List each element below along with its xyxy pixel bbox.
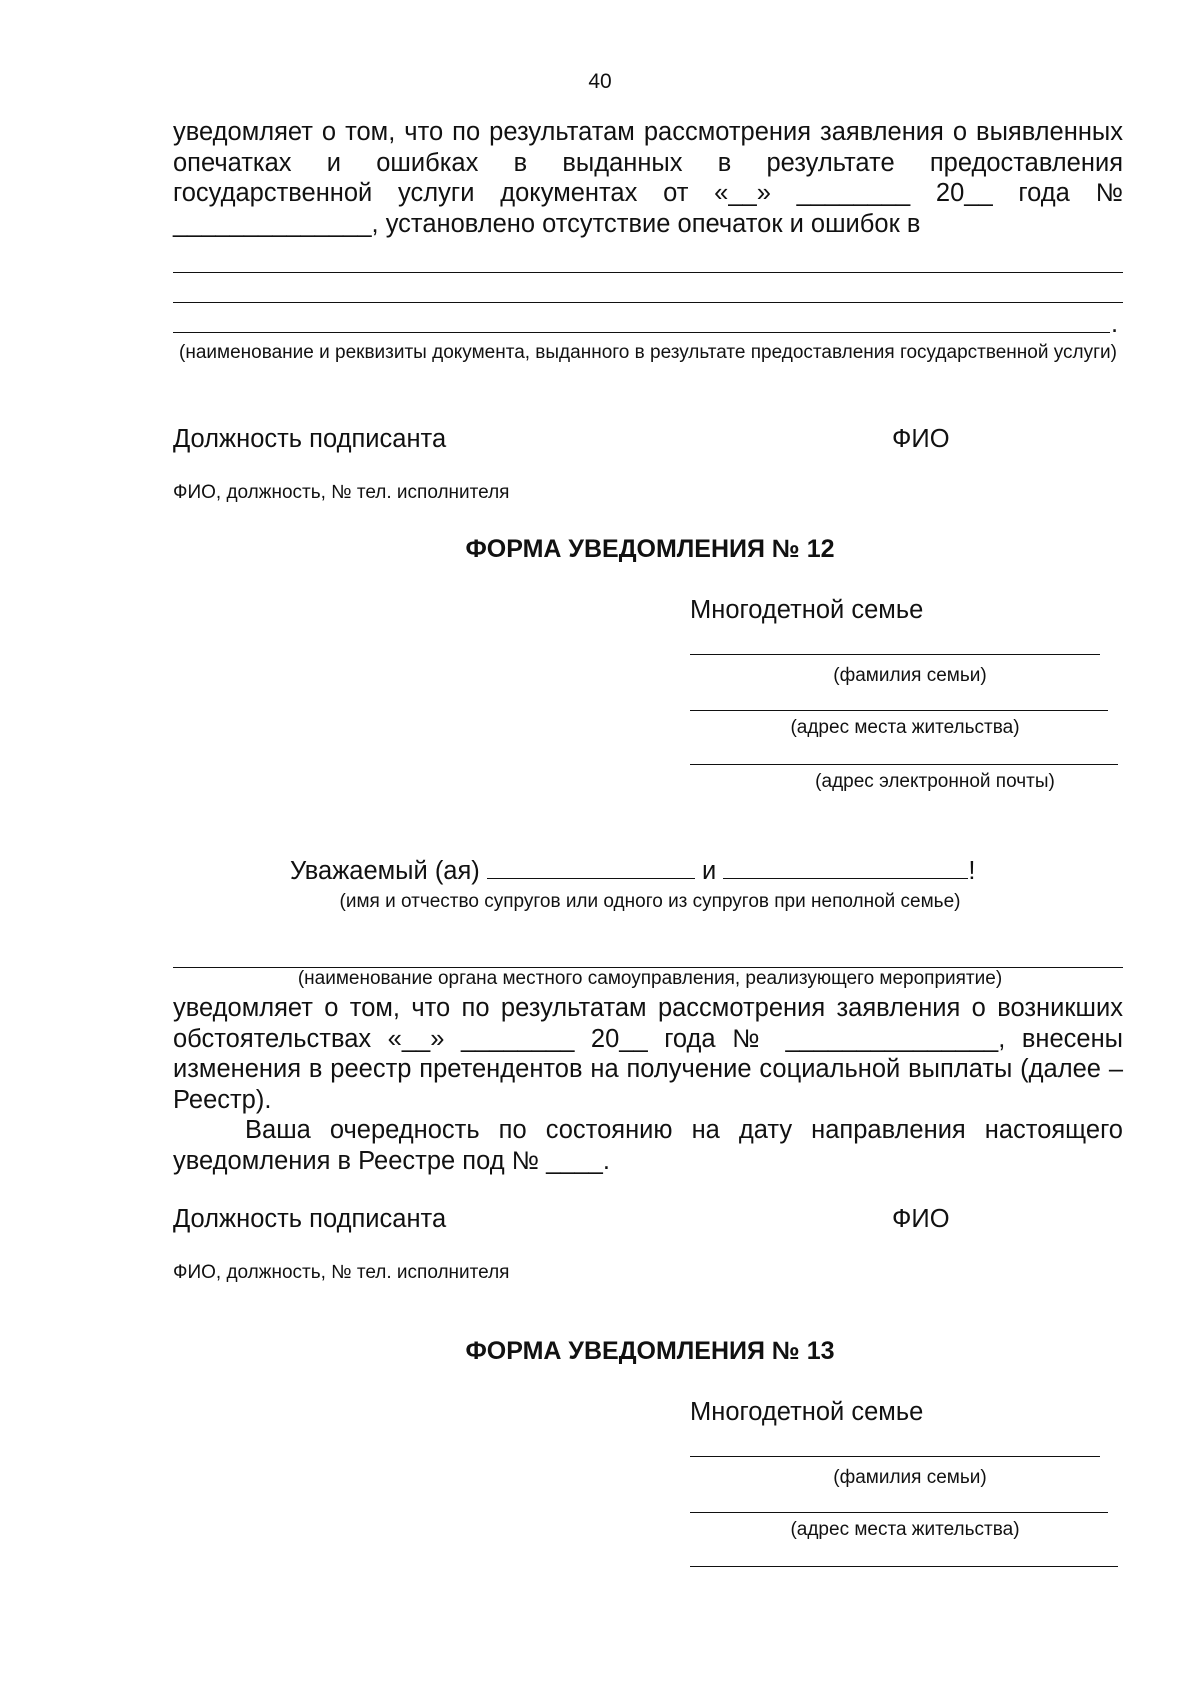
executor-info: ФИО, должность, № тел. исполнителя	[173, 482, 510, 503]
form13-extra-line[interactable]	[690, 1566, 1118, 1567]
document-note: (наименование и реквизиты документа, выданного в результате предоставления государственной услуги)	[179, 342, 1117, 363]
form12-executor-info: ФИО, должность, № тел. исполнителя	[173, 1262, 510, 1283]
document-blank-line-2[interactable]	[173, 302, 1123, 303]
form12-greeting	[290, 856, 975, 886]
form13-title: ФОРМА УВЕДОМЛЕНИЯ № 13	[465, 1337, 835, 1365]
signer-name: ФИО	[892, 425, 950, 453]
form12-address-note: (адрес места жительства)	[790, 717, 1020, 738]
spouse1-name-blank[interactable]	[487, 856, 695, 879]
form13-address-line[interactable]	[690, 1512, 1108, 1513]
form12-address-line[interactable]	[690, 710, 1108, 711]
form12-names-note: (имя и отчество супругов или одного из супругов при неполной семье)	[339, 891, 961, 912]
page-number: 40	[588, 70, 612, 93]
form12-family-note: (фамилия семьи)	[833, 665, 987, 686]
form13-family-note: (фамилия семьи)	[833, 1467, 987, 1488]
form12-signer-name: ФИО	[892, 1205, 950, 1233]
document-blank-line-1[interactable]	[173, 272, 1123, 273]
form12-family-line[interactable]	[690, 654, 1100, 655]
form12-organ-note: (наименование органа местного самоуправления, реализующего мероприятие)	[297, 968, 1003, 989]
form12-signer-position: Должность подписанта	[173, 1205, 447, 1233]
form12-email-line[interactable]	[690, 764, 1118, 765]
form13-recipient: Многодетной семье	[690, 1398, 924, 1426]
form12-paragraph1: уведомляет о том, что по результатам рассмотрения заявления о возникших обстоятельствах «__» ________ 20__ года № _______________, внесены изменения в реестр претендентов на получение социальной выплаты (далее – Реестр).	[173, 994, 1123, 1114]
signer-position: Должность подписанта	[173, 425, 447, 453]
form12-title: ФОРМА УВЕДОМЛЕНИЯ № 12	[465, 535, 835, 563]
form12-email-note: (адрес электронной почты)	[815, 771, 1055, 792]
form12-recipient: Многодетной семье	[690, 596, 924, 624]
form13-address-note: (адрес места жительства)	[790, 1519, 1020, 1540]
greeting-end: !	[968, 857, 976, 885]
spouse2-name-blank[interactable]	[723, 856, 968, 879]
form13-family-line[interactable]	[690, 1456, 1100, 1457]
greeting-start: Уважаемый (ая)	[290, 857, 480, 885]
document-blank-line-3[interactable]	[173, 332, 1110, 333]
form12-paragraph2: Ваша очередность по состоянию на дату направления настоящего уведомления в Реестре под № ____.	[173, 1116, 1123, 1175]
trailing-period: .	[1111, 310, 1119, 338]
notice-paragraph: уведомляет о том, что по результатам рассмотрения заявления о выявленных опечатках и ошибках в выданных в результате предоставления государственной услуги документах от «__» ________ 20__ года № ______________, установлено отсутствие опечаток и ошибок в	[173, 118, 1123, 238]
greeting-and: и	[701, 857, 717, 885]
